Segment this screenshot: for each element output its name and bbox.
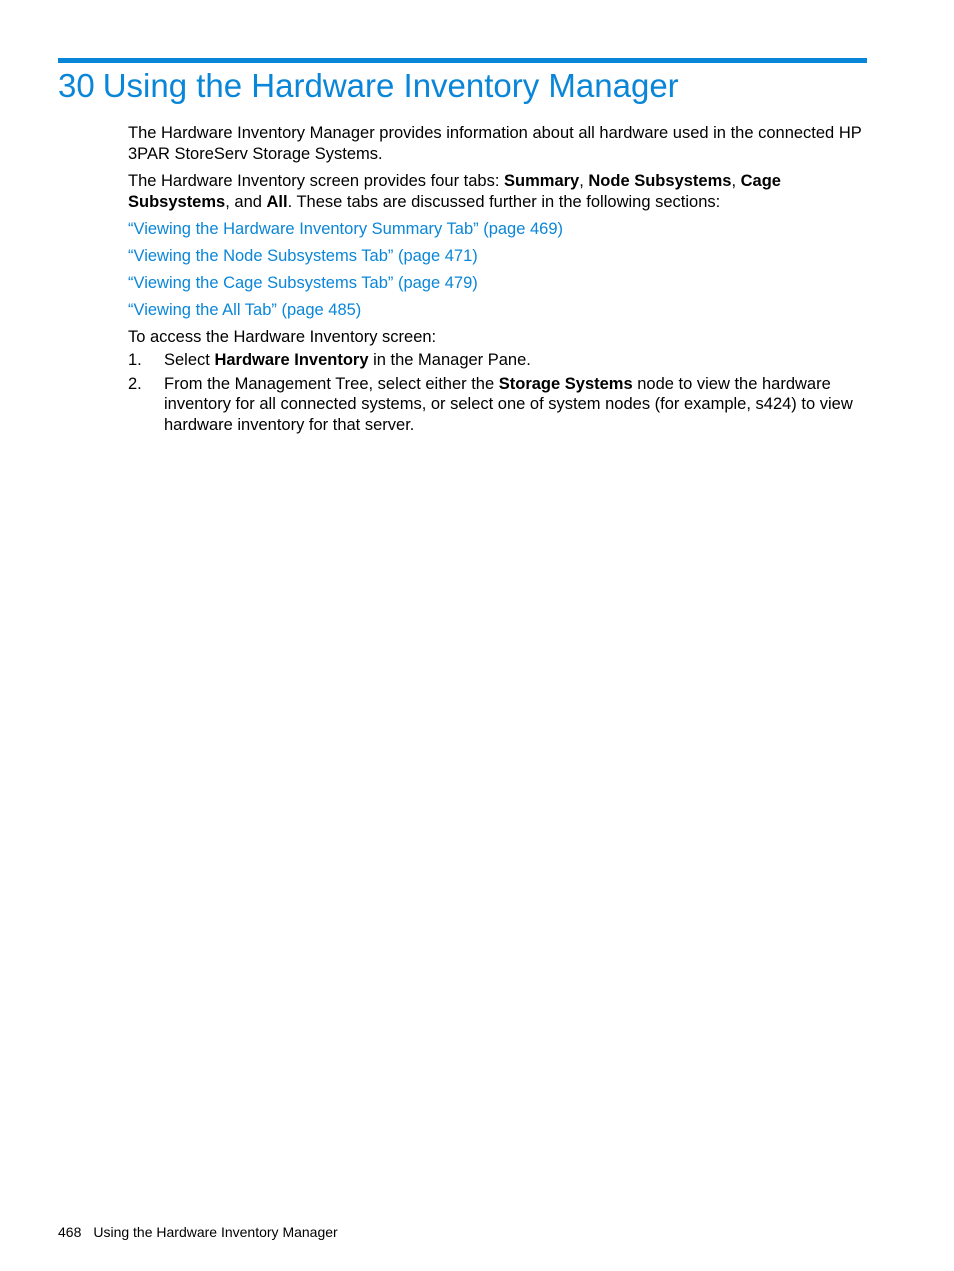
tab-name-node-subsystems: Node Subsystems — [588, 172, 732, 190]
page-footer — [58, 1222, 338, 1242]
tabs-paragraph-prefix: The Hardware Inventory screen provides four tabs: — [128, 172, 505, 190]
tab-name-all: All — [266, 192, 288, 211]
step-text: Select — [164, 350, 215, 369]
intro-paragraph: The Hardware Inventory Manager provides information about all hardware used in the connected HP 3PAR StoreServ Storage Systems. — [128, 124, 862, 163]
procedure-steps — [128, 350, 868, 436]
access-intro: To access the Hardware Inventory screen: — [128, 328, 437, 346]
link-node-subsystems-tab-section[interactable]: “Viewing the Node Subsystems Tab” (page 471) — [128, 247, 478, 265]
tab-name-summary: Summary — [504, 172, 580, 190]
step-text: in the Manager Pane. — [368, 350, 531, 369]
tabs-separator: , and — [225, 192, 267, 211]
chapter-number: 30 — [58, 67, 95, 104]
step-number: 1. — [128, 350, 142, 369]
chapter-top-rule — [58, 58, 867, 63]
step-item — [128, 350, 868, 371]
tabs-separator: , — [731, 172, 741, 190]
running-title: Using the Hardware Inventory Manager — [93, 1224, 338, 1240]
link-all-tab-section[interactable]: “Viewing the All Tab” (page 485) — [128, 301, 362, 319]
step-number: 2. — [128, 374, 142, 393]
tabs-paragraph — [128, 171, 868, 212]
page-number: 468 — [58, 1224, 82, 1240]
step-ui-term: Hardware Inventory — [214, 350, 369, 369]
chapter-title — [58, 64, 679, 108]
chapter-title-text: Using the Hardware Inventory Manager — [102, 67, 679, 104]
step-ui-term: Storage Systems — [498, 374, 633, 393]
tabs-separator: , — [579, 172, 589, 190]
tabs-paragraph-suffix: . These tabs are discussed further in the following sections: — [287, 192, 721, 211]
step-text: From the Management Tree, select either the — [164, 374, 499, 393]
link-summary-tab-section[interactable]: “Viewing the Hardware Inventory Summary Tab” (page 469) — [128, 220, 564, 238]
tab-name-cage-subsystems: Cage Subsystems — [128, 172, 781, 211]
step-item — [128, 374, 868, 436]
link-cage-subsystems-tab-section[interactable]: “Viewing the Cage Subsystems Tab” (page 479) — [128, 274, 478, 292]
chapter-body — [128, 123, 868, 439]
step-text: node to view the hardware inventory for all connected systems, or select one of system nodes (for example, s424) to view hardware inventory for that server. — [164, 374, 853, 434]
